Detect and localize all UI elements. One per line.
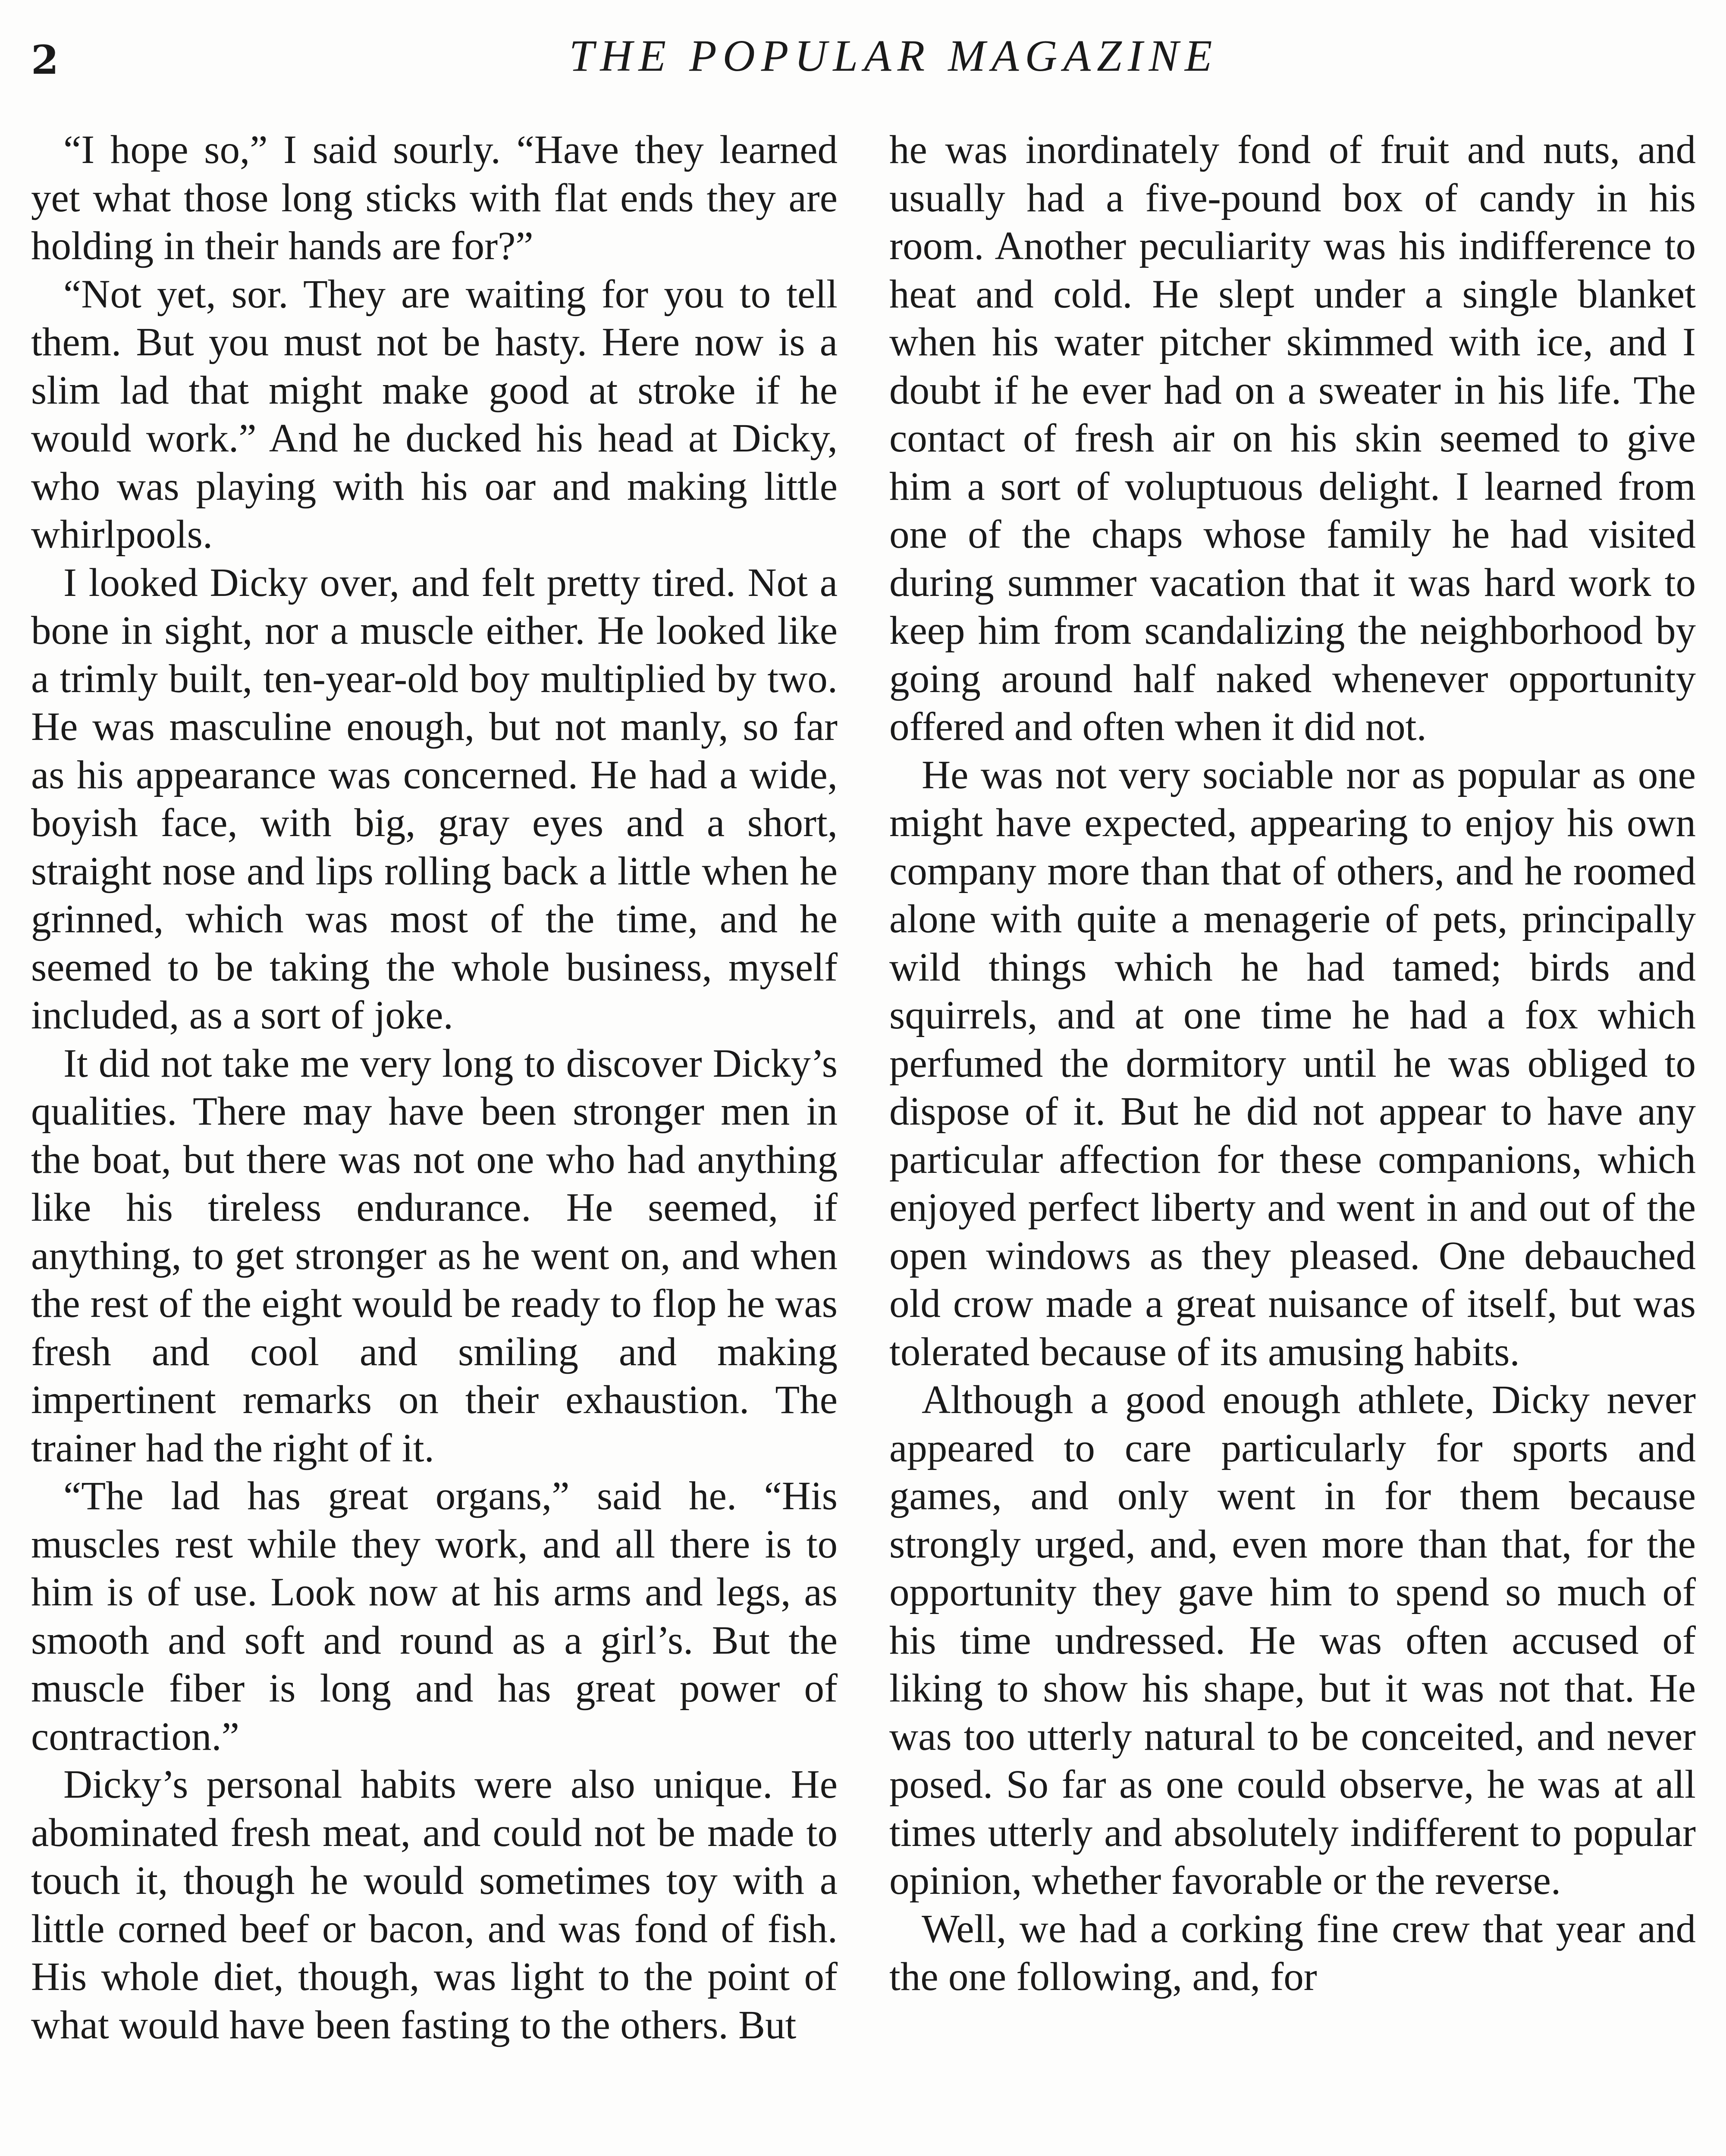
page-number: 2 — [31, 37, 59, 83]
page-header — [31, 30, 1696, 91]
right-column — [889, 126, 1696, 2001]
paragraph: “I hope so,” I said sourly. “Have they learned yet what those long sticks with flat ends they are holding in their hands are for?” — [31, 128, 838, 268]
paragraph: Well, we had a corking fine crew that year and the one following, and, for — [889, 1906, 1696, 1999]
left-column — [31, 126, 838, 2049]
paragraph: he was inordinately fond of fruit and nuts, and usually had a five-pound box of candy in his room. Another peculiarity was his indifference to heat and cold. He slept under a single blanket when his water pitcher skimmed with ice, and I doubt if he ever had on a sweater in his life. The contact of fresh air on his skin seemed to give him a sort of voluptuous delight. I learned from one of the chaps whose family he had visited during summer vacation that it was hard work to keep him from scandalizing the neighborhood by going around half naked whenever opportunity offered and often when it did not. — [889, 128, 1696, 749]
paragraph: He was not very sociable nor as popular as one might have expected, appearing to enjoy his own company more than that of others, and he roomed alone with quite a menagerie of pets, principally wild things which he had tamed; birds and squirrels, and at one time he had a fox which perfumed the dormitory until he was obliged to dispose of it. But he did not appear to have any particular affection for these companions, which enjoyed perfect liberty and went in and out of the open windows as they pleased. One debauched old crow made a great nuisance of itself, but was tolerated because of its amusing habits. — [889, 752, 1696, 1374]
paragraph: “The lad has great organs,” said he. “His muscles rest while they work, and all there is to him is of use. Look now at his arms and legs, as smooth and soft and round as a girl’s. But the muscle fiber is long and has great power of contraction.” — [31, 1474, 838, 1759]
paragraph: “Not yet, sor. They are waiting for you to tell them. But you must not be hasty. Here now is a slim lad that might make good at stroke if he would work.” And he ducked his head at Dicky, who was playing with his oar and making little whirlpools. — [31, 272, 838, 557]
paragraph: Although a good enough athlete, Dicky never appeared to care particularly for sports and games, and only went in for them because strongly urged, and, even more than that, for the opportunity they gave him to spend so much of his time undressed. He was often accused of liking to show his shape, but it was not that. He was too utterly natural to be conceited, and never posed. So far as one could observe, he was at all times utterly and absolutely indifferent to popular opinion, whether favorable or the reverse. — [889, 1378, 1696, 1903]
paragraph: It did not take me very long to discover Dicky’s qualities. There may have been stronger men in the boat, but there was not one who had anything like his tireless endurance. He seemed, if anything, to get stronger as he went on, and when the rest of the eight would be ready to flop he was fresh and cool and smiling and making impertinent remarks on their exhaustion. The trainer had the right of it. — [31, 1041, 838, 1470]
paragraph: Dicky’s personal habits were also unique. He abominated fresh meat, and could not be made to touch it, though he would sometimes toy with a little corned beef or bacon, and was fond of fish. His whole diet, though, was light to the point of what would have been fasting to the others. But — [31, 1762, 838, 2047]
paragraph: I looked Dicky over, and felt pretty tired. Not a bone in sight, nor a muscle either. He looked like a trimly built, ten-year-old boy multiplied by two. He was masculine enough, but not manly, so far as his appearance was concerned. He had a wide, boyish face, with big, gray eyes and a short, straight nose and lips rolling back a little when he grinned, which was most of the time, and he seemed to be taking the whole business, myself included, as a sort of joke. — [31, 560, 838, 1037]
running-title: THE POPULAR MAGAZINE — [569, 31, 1218, 81]
